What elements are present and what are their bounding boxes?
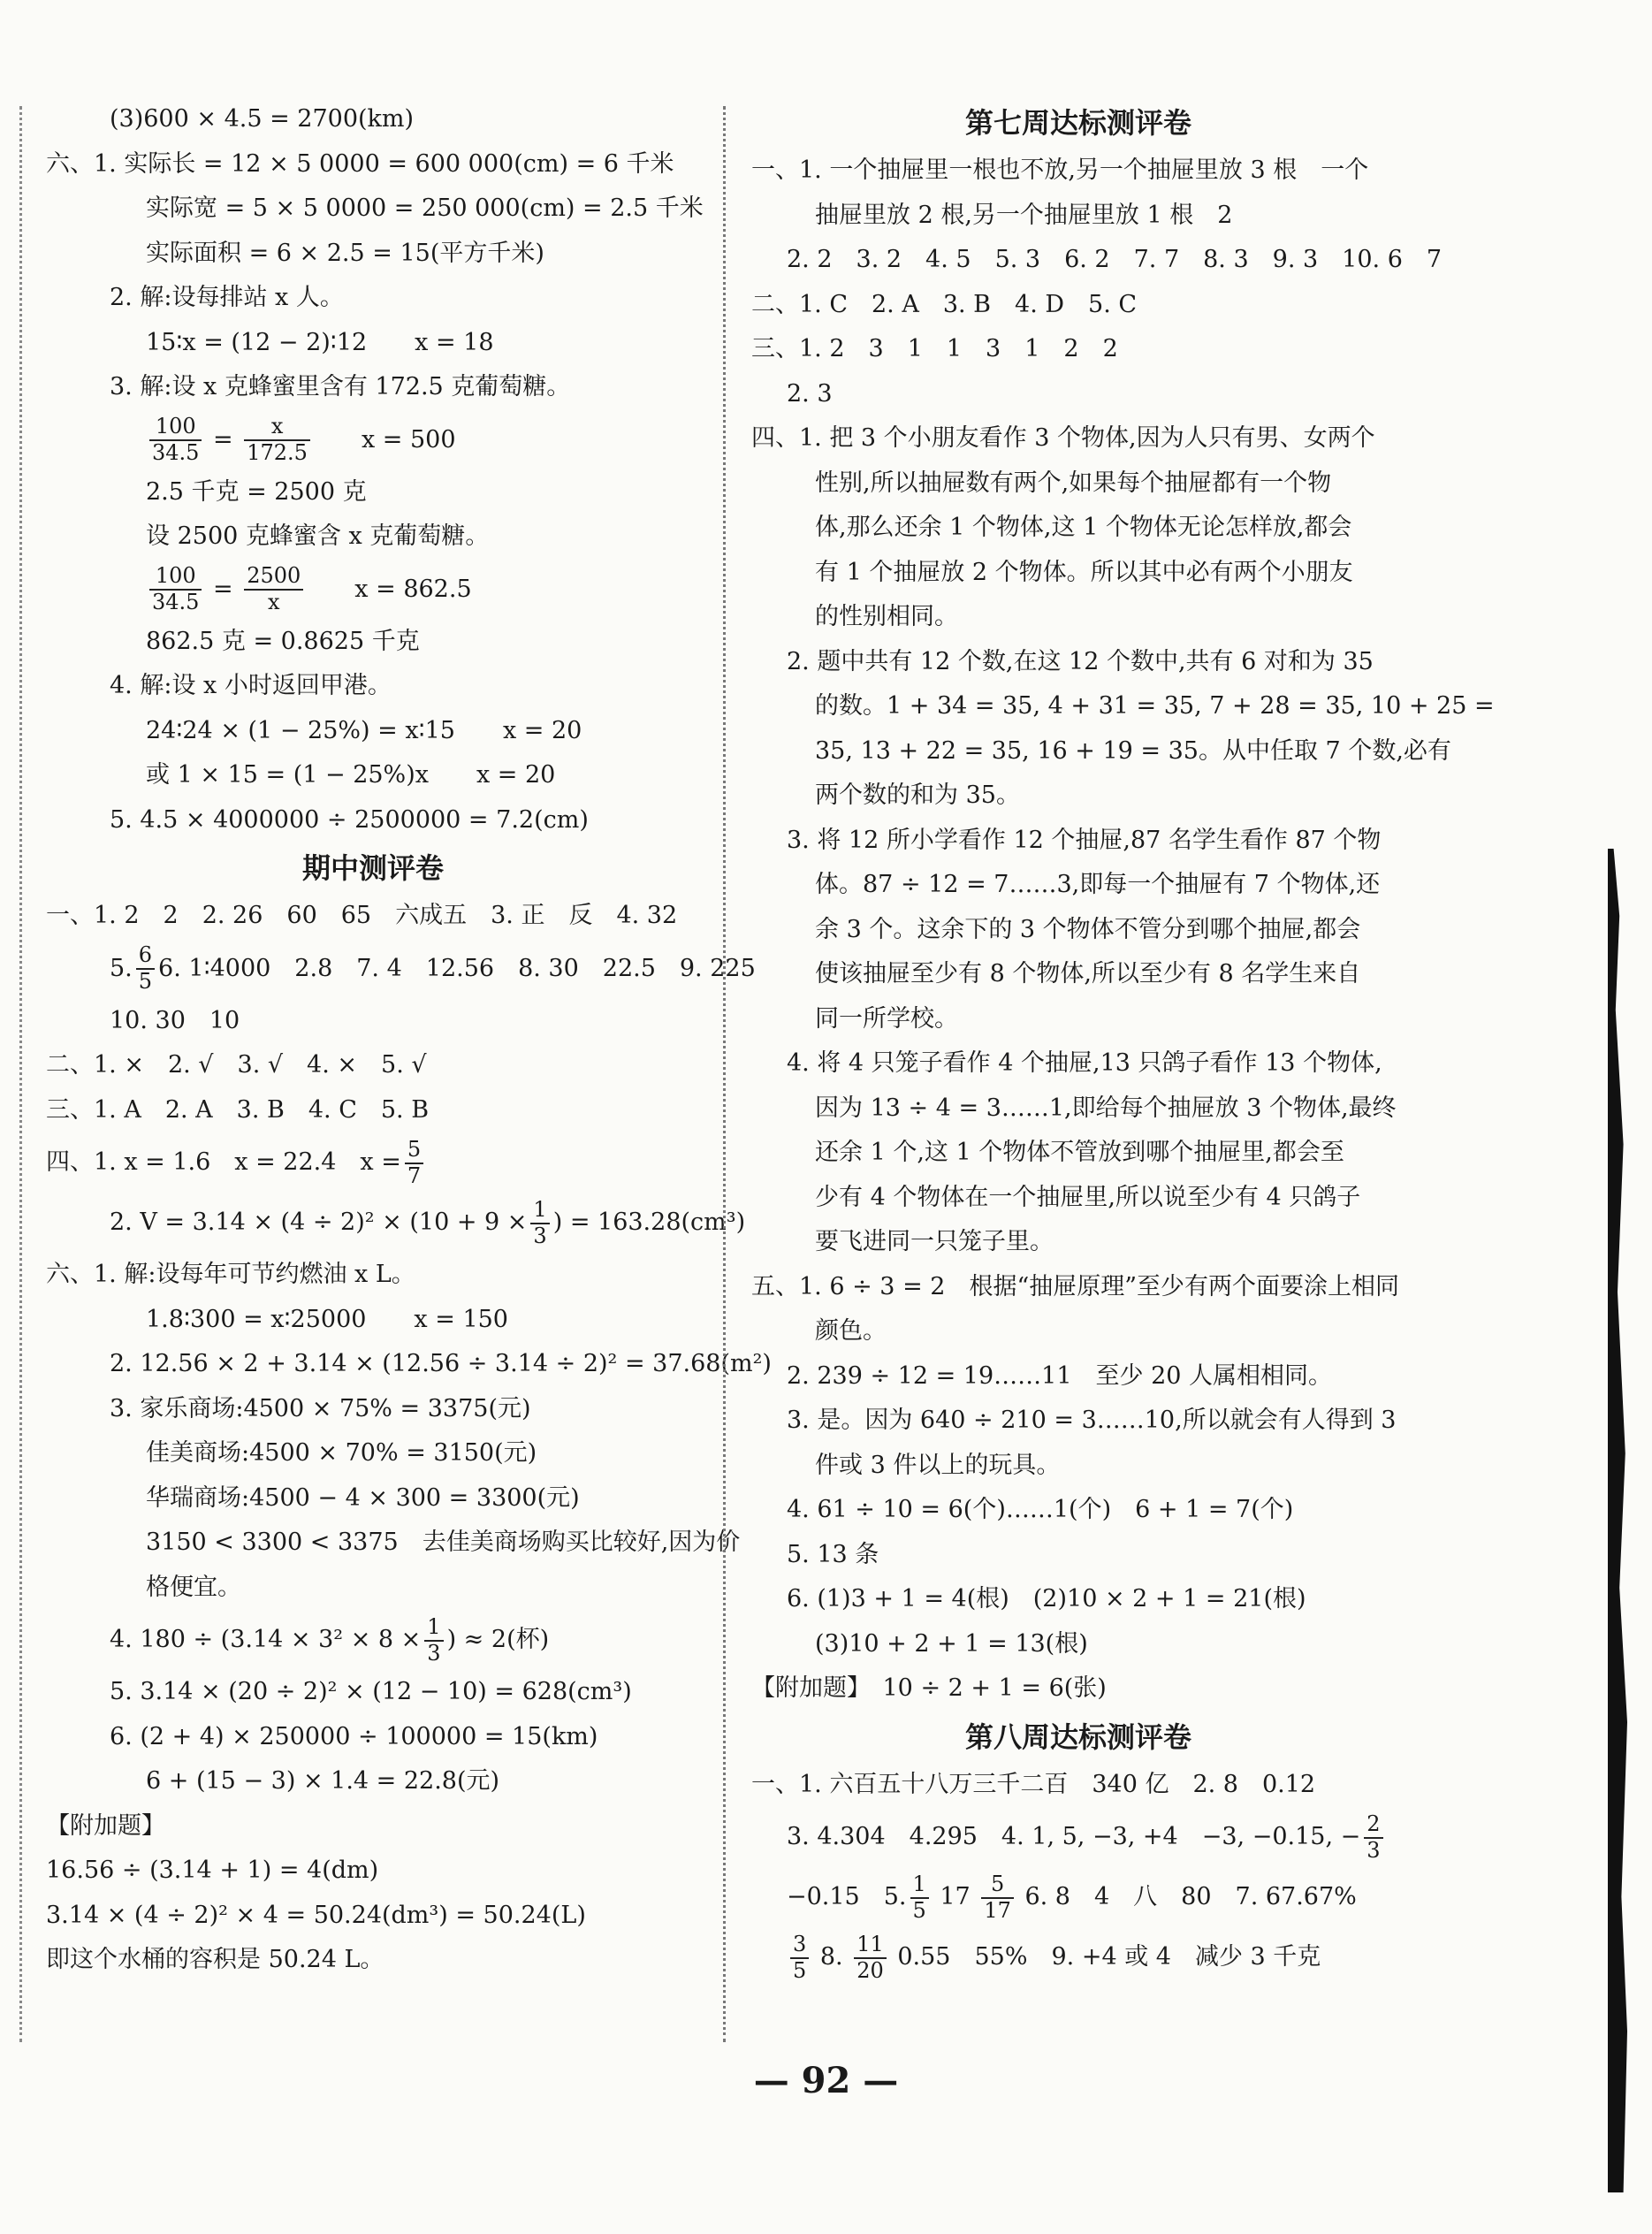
fraction: $\frac{2}{3}$ xyxy=(1364,1812,1382,1863)
answer-line: 3. 是。因为 640 ÷ 210 = 3……10,所以就会有人得到 3 xyxy=(787,1407,1397,1434)
answer-line: 16.56 ÷ (3.14 + 1) = 4(dm) xyxy=(46,1857,379,1884)
answer-line: 四、1. 把 3 个小朋友看作 3 个物体,因为人只有男、女两个 xyxy=(751,424,1375,452)
answer-line: 的数。1 + 34 = 35, 4 + 31 = 35, 7 + 28 = 35, 10 + 25 = xyxy=(815,692,1495,720)
fraction: $\frac{1}{3}$ xyxy=(424,1615,443,1666)
column-divider xyxy=(723,106,726,2042)
section-title: 期中测评卷 xyxy=(301,851,444,885)
answer-line: $\frac{100}{34.5}$ = $\frac{x}{172.5}$ x = 500 xyxy=(46,410,700,470)
fraction: $\frac{1}{5}$ xyxy=(910,1872,929,1923)
fraction: $\frac{x}{172.5}$ xyxy=(244,415,310,465)
answer-line: 四、1. x = 1.6 x = 22.4 x = $\frac{5}{7}$ xyxy=(46,1132,700,1193)
answer-line: 1.8∶300 = x∶25000 x = 150 xyxy=(146,1305,508,1333)
answer-line: $\frac{100}{34.5}$ = $\frac{2500}{x}$ x = 862.5 xyxy=(46,560,700,620)
answer-line: 六、1. 实际长 = 12 × 5 0000 = 600 000(cm) = 6 千米 xyxy=(46,149,674,178)
answer-line: 2. 题中共有 12 个数,在这 12 个数中,共有 6 对和为 35 xyxy=(787,647,1374,675)
section-title: 第七周达标测评卷 xyxy=(964,106,1191,140)
answer-line: 五、1. 6 ÷ 3 = 2 根据“抽屉原理”至少有两个面要涂上相同 xyxy=(751,1272,1400,1300)
answer-line: 颜色。 xyxy=(815,1317,887,1345)
fraction: $\frac{100}{34.5}$ xyxy=(149,564,202,614)
fraction: $\frac{5}{17}$ xyxy=(981,1872,1014,1923)
answer-line: 5. $\frac{6}{5}$ 6. 1∶4000 2.8 7. 4 12.56 8. 30 22.5 9. 225 xyxy=(110,942,756,994)
answer-line: 6. (2 + 4) × 250000 ÷ 100000 = 15(km) xyxy=(110,1722,598,1750)
answer-line: 佳美商场:4500 × 70% = 3150(元) xyxy=(146,1439,537,1467)
scan-edge-shadow xyxy=(1608,849,1627,2192)
answer-line: 2. 解:设每排站 x 人。 xyxy=(110,284,344,311)
answer-line: 2. 3 xyxy=(787,379,833,408)
answer-line: 格便宜。 xyxy=(146,1573,241,1601)
fraction: $\frac{1}{3}$ xyxy=(530,1198,549,1248)
answer-line: 一、1. 2 2 2. 26 60 65 六成五 3. 正 反 4. 32 xyxy=(46,902,678,929)
answer-line: 性别,所以抽屉数有两个,如果每个抽屉都有一个物 xyxy=(815,469,1332,497)
right-column xyxy=(751,97,1495,1987)
fraction: $\frac{6}{5}$ xyxy=(136,943,155,994)
answer-line: 要飞进同一只笼子里。 xyxy=(815,1228,1054,1255)
answer-line: $\frac{3}{5}$ 8. $\frac{11}{20}$ 0.55 55% 9. +4 或 4 减少 3 千克 xyxy=(751,1927,1405,1987)
answer-line: 4. 180 ÷ (3.14 × 3² × 8 × $\frac{1}{3}$ ) ≈ 2(杯) xyxy=(110,1613,550,1666)
answer-line: 4. 61 ÷ 10 = 6(个)……1(个) 6 + 1 = 7(个) xyxy=(787,1496,1294,1523)
answer-line: 3150 < 3300 < 3375 去佳美商场购买比较好,因为价 xyxy=(146,1529,741,1556)
fraction: $\frac{11}{20}$ xyxy=(854,1933,887,1983)
answer-line: (3)10 + 2 + 1 = 13(根) xyxy=(815,1629,1088,1658)
answer-line: 【附加题】 10 ÷ 2 + 1 = 6(张) xyxy=(751,1674,1107,1702)
answer-line: 华瑞商场:4500 − 4 × 300 = 3300(元) xyxy=(146,1483,580,1512)
answer-line: 一、1. 一个抽屉里一根也不放,另一个抽屉里放 3 根 一个 xyxy=(751,156,1369,184)
page-number: — 92 — xyxy=(753,2060,899,2101)
answer-line: 2.5 千克 = 2500 克 xyxy=(146,477,367,506)
answer-line: 5. 3.14 × (20 ÷ 2)² × (12 − 10) = 628(cm³) xyxy=(110,1678,632,1705)
answer-line: 10. 30 10 xyxy=(110,1006,240,1034)
answer-line: 862.5 克 = 0.8625 千克 xyxy=(146,627,420,655)
left-column xyxy=(46,97,772,1983)
answer-line: −0.15 5. $\frac{1}{5}$ 17 $\frac{5}{17}$ 6. 8 4 八 80 7. 67.67% xyxy=(787,1871,1357,1923)
left-margin-dots xyxy=(19,106,22,2042)
fraction: $\frac{5}{7}$ xyxy=(405,1138,423,1188)
fraction: $\frac{100}{34.5}$ xyxy=(149,415,202,465)
answer-line: 4. 将 4 只笼子看作 4 个抽屉,13 只鸽子看作 13 个物体, xyxy=(787,1049,1382,1077)
answer-line: 少有 4 个物体在一个抽屉里,所以说至少有 4 只鸽子 xyxy=(815,1183,1361,1211)
answer-line: 3. 家乐商场:4500 × 75% = 3375(元) xyxy=(110,1394,531,1422)
answer-line: 35, 13 + 22 = 35, 16 + 19 = 35。从中任取 7 个数,必有 xyxy=(815,736,1451,765)
answer-line: 即这个水桶的容积是 50.24 L。 xyxy=(46,1946,384,1973)
answer-line: 3. 将 12 所小学看作 12 个抽屉,87 名学生看作 87 个物 xyxy=(787,826,1382,854)
answer-line: 抽屉里放 2 根,另一个抽屉里放 1 根 2 xyxy=(815,201,1233,229)
answer-line: 件或 3 件以上的玩具。 xyxy=(815,1451,1061,1479)
answer-line: 因为 13 ÷ 4 = 3……1,即给每个抽屉放 3 个物体,最终 xyxy=(815,1094,1397,1122)
answer-line: 三、1. 2 3 1 1 3 1 2 2 xyxy=(751,335,1118,362)
section-title: 第八周达标测评卷 xyxy=(964,1719,1191,1754)
answer-line: 实际宽 = 5 × 5 0000 = 250 000(cm) = 2.5 千米 xyxy=(146,194,704,222)
answer-line: (3)600 × 4.5 = 2700(km) xyxy=(110,105,415,133)
answer-line: 余 3 个。这余下的 3 个物体不管分到哪个抽屉,都会 xyxy=(815,915,1361,943)
answer-line: 有 1 个抽屉放 2 个物体。所以其中必有两个小朋友 xyxy=(815,558,1353,586)
answer-line: 或 1 × 15 = (1 − 25%)x x = 20 xyxy=(146,761,556,789)
answer-line: 2. V = 3.14 × (4 ÷ 2)² × (10 + 9 × $\frac{1}{3}$ ) = 163.28(cm³) xyxy=(110,1196,746,1248)
answer-line: 5. 4.5 × 4000000 ÷ 2500000 = 7.2(cm) xyxy=(110,805,589,834)
answer-line: 二、1. C 2. A 3. B 4. D 5. C xyxy=(751,290,1138,318)
answer-line: 一、1. 六百五十八万三千二百 340 亿 2. 8 0.12 xyxy=(751,1770,1316,1798)
answer-line: 2. 2 3. 2 4. 5 5. 3 6. 2 7. 7 8. 3 9. 3 10. 6 7 xyxy=(787,246,1443,273)
answer-line: 三、1. A 2. A 3. B 4. C 5. B xyxy=(46,1095,430,1124)
answer-line: 6 + (15 − 3) × 1.4 = 22.8(元) xyxy=(146,1767,500,1795)
answer-line: 6. (1)3 + 1 = 4(根) (2)10 × 2 + 1 = 21(根) xyxy=(787,1585,1306,1613)
answer-line: 实际面积 = 6 × 2.5 = 15(平方千米) xyxy=(146,239,544,267)
answer-line: 2. 239 ÷ 12 = 19……11 至少 20 人属相相同。 xyxy=(787,1361,1333,1390)
answer-line: 使该抽屉至少有 8 个物体,所以至少有 8 名学生来自 xyxy=(815,960,1361,987)
answer-line: 2. 12.56 × 2 + 3.14 × (12.56 ÷ 3.14 ÷ 2)² = 37.68(m²) xyxy=(110,1350,772,1377)
answer-line: 5. 13 条 xyxy=(787,1540,879,1568)
answer-line: 的性别相同。 xyxy=(815,603,958,630)
answer-line: 还余 1 个,这 1 个物体不管放到哪个抽屉里,都会至 xyxy=(815,1139,1344,1166)
answer-line: 【附加题】 xyxy=(46,1811,165,1840)
answer-line: 体,那么还余 1 个物体,这 1 个物体无论怎样放,都会 xyxy=(815,514,1352,541)
answer-line: 六、1. 解:设每年可节约燃油 x L。 xyxy=(46,1261,415,1288)
fraction: $\frac{3}{5}$ xyxy=(790,1933,809,1983)
answer-line: 体。87 ÷ 12 = 7……3,即每一个抽屉有 7 个物体,还 xyxy=(815,871,1381,898)
answer-line: 3. 4.304 4.295 4. 1, 5, −3, +4 −3, −0.15, − $\frac{2}{3}$ xyxy=(751,1807,1405,1867)
answer-line: 设 2500 克蜂蜜含 x 克葡萄糖。 xyxy=(146,522,490,550)
answer-line: 两个数的和为 35。 xyxy=(815,782,1020,809)
answer-line: 3.14 × (4 ÷ 2)² × 4 = 50.24(dm³) = 50.24(L) xyxy=(46,1901,586,1929)
answer-line: 4. 解:设 x 小时返回甲港。 xyxy=(110,672,392,699)
fraction: $\frac{2500}{x}$ xyxy=(244,564,303,614)
answer-line: 24∶24 × (1 − 25%) = x∶15 x = 20 xyxy=(146,716,582,744)
answer-line: 15∶x = (12 − 2)∶12 x = 18 xyxy=(146,328,494,356)
answer-line: 同一所学校。 xyxy=(815,1004,958,1033)
answer-line: 二、1. × 2. √ 3. √ 4. × 5. √ xyxy=(46,1051,427,1079)
answer-line: 3. 解:设 x 克蜂蜜里含有 172.5 克葡萄糖。 xyxy=(110,373,571,400)
